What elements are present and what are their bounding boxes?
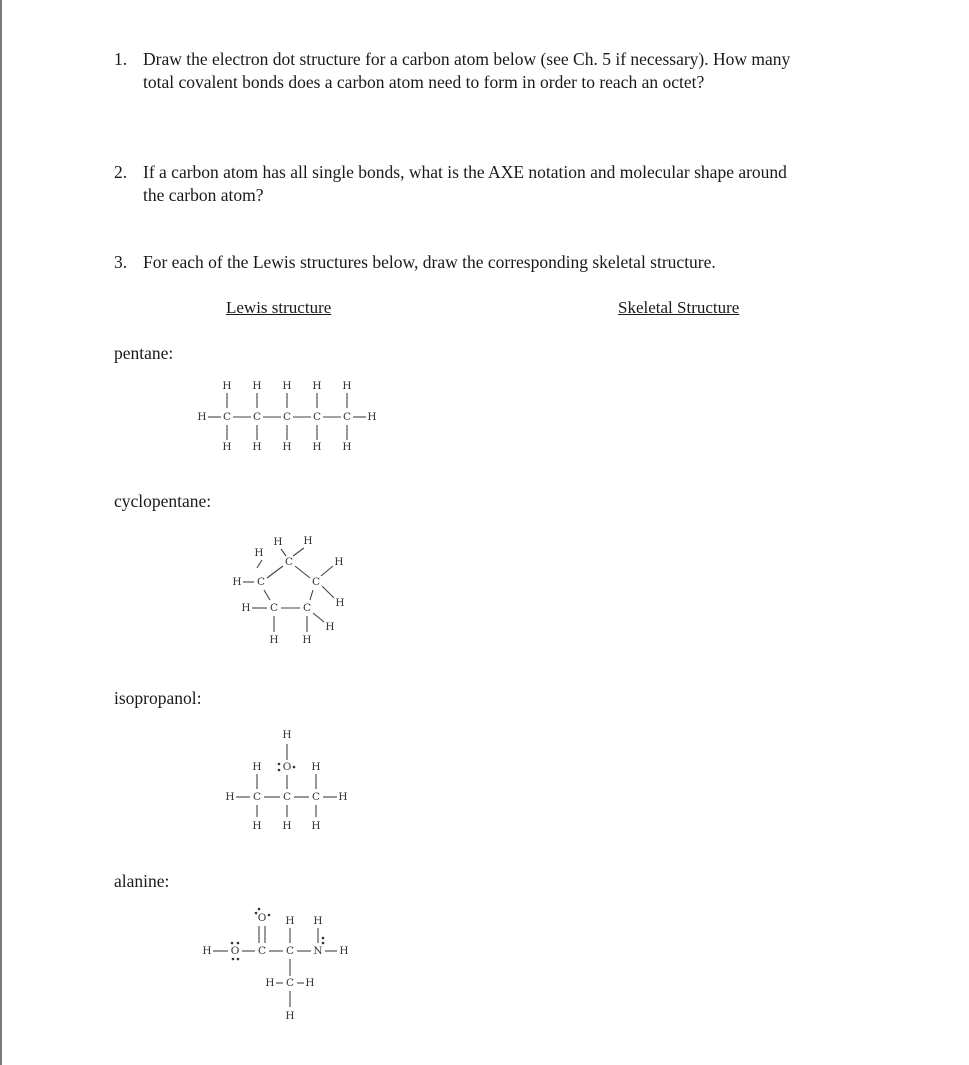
molecule-label-cyclopentane: cyclopentane:	[114, 491, 212, 511]
question-text-line: total covalent bonds does a carbon atom need to form in order to reach an octet?	[143, 72, 705, 92]
bond-line	[281, 549, 286, 556]
bond-line	[322, 586, 334, 598]
atom-label: H	[334, 556, 344, 568]
bond-line	[293, 548, 304, 556]
atom-label: C	[285, 977, 295, 989]
atom-label: H	[232, 576, 242, 588]
atom-label: C	[342, 411, 352, 423]
bond-line	[310, 590, 313, 600]
atom-label: H	[202, 945, 212, 957]
question-number: 1.	[114, 49, 128, 69]
atom-label: H	[312, 380, 322, 392]
atom-label: H	[222, 441, 232, 453]
atom-label: H	[252, 761, 262, 773]
atom-label: H	[252, 380, 262, 392]
atom-label: O	[230, 945, 240, 957]
lone-pair-dot	[237, 958, 240, 961]
bond-line	[264, 590, 270, 600]
bond-line	[313, 613, 324, 622]
lone-pair-dot	[231, 942, 234, 945]
atom-label: H	[222, 380, 232, 392]
atom-label: H	[282, 729, 292, 741]
atom-label: C	[252, 791, 262, 803]
atom-label: H	[312, 441, 322, 453]
atom-label: H	[342, 380, 352, 392]
atom-label: H	[252, 441, 262, 453]
molecule-label-isopropanol: isopropanol:	[114, 688, 202, 708]
atom-label: C	[311, 791, 321, 803]
atom-label: H	[311, 761, 321, 773]
atom-label: H	[339, 945, 349, 957]
lone-pair-dot	[232, 958, 235, 961]
lone-pair-dot	[255, 912, 258, 915]
lone-pair-dot	[322, 937, 325, 940]
atom-label: H	[241, 602, 251, 614]
question-text-line: If a carbon atom has all single bonds, what is the AXE notation and molecular shape around	[143, 162, 787, 182]
atom-label: H	[305, 977, 315, 989]
atom-label: H	[282, 380, 292, 392]
bond-line	[321, 566, 333, 576]
atom-label: H	[342, 441, 352, 453]
atom-label: H	[197, 411, 207, 423]
atom-label: N	[313, 945, 323, 957]
atom-label: H	[285, 1010, 295, 1022]
lone-pair-dot	[268, 914, 271, 917]
atom-label: H	[303, 535, 313, 547]
question-text-line: the carbon atom?	[143, 185, 264, 205]
atom-label: C	[256, 576, 266, 588]
molecule-label-pentane: pentane:	[114, 343, 174, 363]
atom-label: H	[335, 597, 345, 609]
atom-label: H	[273, 536, 283, 548]
atom-label: C	[269, 602, 279, 614]
lone-pair-dot	[293, 766, 296, 769]
question-text-line: For each of the Lewis structures below, draw the corresponding skeletal structure.	[143, 252, 716, 272]
atom-label: C	[311, 576, 321, 588]
atom-label: C	[282, 791, 292, 803]
lone-pair-dot	[237, 942, 240, 945]
question-number: 3.	[114, 252, 128, 272]
atom-label: C	[222, 411, 232, 423]
question-text-line: Draw the electron dot structure for a carbon atom below (see Ch. 5 if necessary). How many	[143, 49, 791, 69]
atom-label: H	[325, 621, 335, 633]
atom-label: H	[285, 915, 295, 927]
atom-label: O	[257, 912, 267, 924]
atom-label: H	[269, 634, 279, 646]
atom-label: C	[285, 945, 295, 957]
lone-pair-dot	[278, 763, 281, 766]
skeletal-structure-header: Skeletal Structure	[618, 298, 740, 317]
molecule-label-alanine: alanine:	[114, 871, 170, 891]
lewis-structure-header: Lewis structure	[226, 298, 332, 317]
atom-label: C	[257, 945, 267, 957]
atom-label: H	[252, 820, 262, 832]
atom-label: H	[338, 791, 348, 803]
atom-label: H	[282, 820, 292, 832]
bond-line	[267, 566, 283, 578]
lone-pair-dot	[278, 769, 281, 772]
lone-pair-dot	[322, 942, 325, 945]
atom-label: C	[302, 602, 312, 614]
atom-label: H	[311, 820, 321, 832]
lone-pair-dot	[258, 908, 261, 911]
bond-line	[257, 560, 262, 568]
atom-label: H	[225, 791, 235, 803]
atom-label: H	[367, 411, 377, 423]
atom-label: H	[282, 441, 292, 453]
skeletal-answer-area[interactable]	[560, 330, 860, 1050]
bond-line	[295, 566, 310, 578]
atom-label: H	[302, 634, 312, 646]
question-number: 2.	[114, 162, 128, 182]
atom-label: C	[284, 556, 294, 568]
atom-label: H	[265, 977, 275, 989]
atom-label: C	[252, 411, 262, 423]
atom-label: C	[312, 411, 322, 423]
atom-label: H	[254, 547, 264, 559]
atom-label: C	[282, 411, 292, 423]
atom-label: O	[282, 761, 292, 773]
atom-label: H	[313, 915, 323, 927]
